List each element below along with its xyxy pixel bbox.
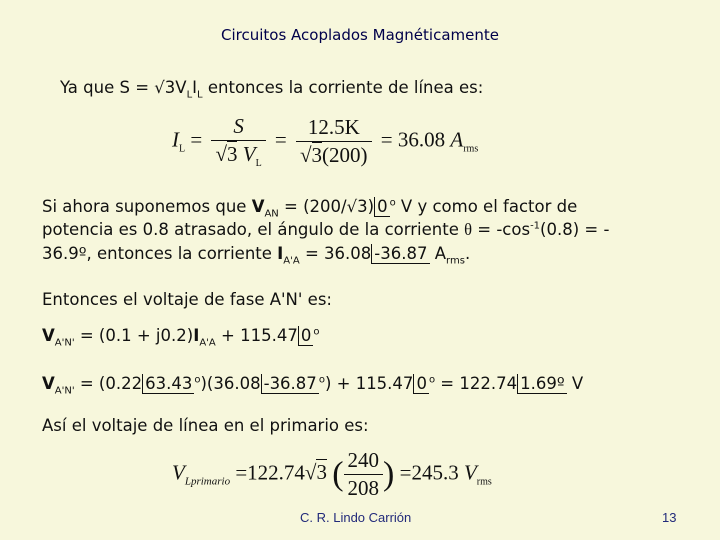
- frac1-numerator: S: [233, 114, 244, 138]
- equals-sign: =: [190, 127, 203, 152]
- rms-subscript: rms: [446, 255, 465, 267]
- frac1-v: V: [242, 142, 256, 166]
- para1-text-b: = (200/√3): [278, 197, 375, 216]
- vl-subscript: L: [186, 89, 193, 101]
- phase-voltage-equation-2: [42, 374, 583, 396]
- para1-line2: [42, 220, 609, 240]
- para1-line3: [42, 244, 470, 266]
- para1-period: .: [464, 244, 471, 263]
- ratio-numerator: 240: [347, 448, 380, 472]
- coef-value: 122.74: [247, 460, 305, 485]
- fraction-s-over-sqrt3vl: $\frac{S}{√3 V_L}$: [211, 114, 265, 169]
- phase-voltage-equation-1: [42, 326, 319, 348]
- volt-unit-sub: rms: [476, 476, 492, 488]
- slide-title: Circuitos Acoplados Magnéticamente: [221, 26, 499, 44]
- radicand-3: 3: [316, 460, 327, 485]
- line-voltage-result: 245.3: [411, 460, 459, 485]
- van-prime-sub-2: A'N': [54, 385, 75, 397]
- frac1-v-sub: L: [255, 158, 262, 170]
- equals-sign-3: =: [380, 127, 393, 152]
- line-voltage-primary-equation: [172, 448, 492, 501]
- eq3-text-e: V: [566, 374, 584, 393]
- vl-primary-sub-text: Lprimario: [184, 475, 231, 488]
- van-prime-sub: A'N': [54, 337, 75, 349]
- angle-result: 1.69º: [517, 374, 567, 394]
- para1-text-h: = 36.08: [299, 244, 372, 263]
- iaa-sub-2: A'A: [199, 337, 216, 349]
- iaa-symbol-2: I: [193, 326, 200, 345]
- para2: Entonces el voltaje de fase A'N' es:: [42, 290, 332, 309]
- iaa-subscript: A'A: [283, 255, 300, 267]
- il-lhs: I: [172, 127, 179, 152]
- sqrt-symbol: √: [304, 460, 317, 485]
- degree-sup: o: [389, 197, 396, 209]
- intro-line: [60, 78, 483, 100]
- line-current-result: 36.08: [397, 127, 446, 152]
- iaa-symbol: I: [277, 244, 284, 263]
- footer-author: C. R. Lindo Carrión: [300, 510, 412, 525]
- frac2-value: (200): [322, 143, 368, 168]
- degree-sup-2: o: [313, 326, 320, 338]
- equals-sign-4: =: [235, 460, 248, 485]
- eq2-text-a: = (0.1 + j0.2): [74, 326, 194, 345]
- inverse-sup: -1: [530, 220, 541, 232]
- sqrt3-symbol: √3: [154, 78, 176, 97]
- para3: Así el voltaje de línea en el primario es:: [42, 416, 369, 435]
- angle-impedance: 63.43: [142, 374, 194, 394]
- degree-sup-3: o: [194, 374, 201, 386]
- para1-text-g: 36.9º, entonces la corriente: [42, 244, 278, 263]
- degree-sup-5: o: [428, 374, 436, 386]
- angle-current: -36.87: [261, 374, 319, 394]
- line-current-equation: [172, 114, 478, 169]
- para1-line1: [42, 197, 577, 219]
- para1-text-e: = -cos: [472, 220, 531, 239]
- volt-unit: V: [463, 460, 477, 485]
- angle-phasor-0: 0: [374, 197, 390, 217]
- equals-sign-2: =: [274, 127, 287, 152]
- page-number: 13: [662, 510, 677, 525]
- vl-primary-lhs: V: [172, 460, 185, 485]
- angle-zero: 0: [413, 374, 429, 394]
- right-paren: ): [383, 455, 395, 493]
- frac2-radicand: 3: [311, 143, 323, 168]
- frac2-numerator: 12.5K: [307, 115, 360, 140]
- para1-text-d: potencia es 0.8 atrasado, el ángulo de la corriente: [42, 220, 465, 239]
- eq3-text-b: )(36.08: [200, 374, 261, 393]
- equals-sign-5: =: [399, 460, 412, 485]
- left-paren: (: [332, 455, 344, 493]
- para1-text-a: Si ahora suponemos que: [42, 197, 252, 216]
- intro-lead: Ya que S =: [60, 78, 155, 97]
- para1-text-f: (0.8) = -: [540, 220, 610, 239]
- amp-unit-sub: rms: [463, 143, 479, 155]
- turns-ratio-fraction: [344, 448, 384, 501]
- theta-symbol: θ: [464, 220, 473, 239]
- van-subscript: AN: [264, 208, 279, 220]
- intro-tail: entonces la corriente de línea es:: [202, 78, 484, 97]
- il-subscript: L: [197, 89, 203, 101]
- eq3-text-d: = 122.74: [435, 374, 518, 393]
- il-symbol: I: [192, 78, 198, 97]
- il-lhs-sub: L: [179, 143, 186, 155]
- para1-text-c: V y como el factor de: [395, 197, 578, 216]
- frac1-radicand: 3: [226, 142, 238, 166]
- angle-phasor-current: -36.87: [371, 244, 429, 264]
- vl-symbol: V: [175, 78, 187, 97]
- vl-primary-sub: [185, 476, 230, 488]
- van-prime-symbol: V: [42, 326, 55, 345]
- eq3-text-c: ) + 115.47: [324, 374, 414, 393]
- degree-sup-4: o: [318, 374, 325, 386]
- van-prime-symbol-2: V: [42, 374, 55, 393]
- van-symbol: V: [251, 197, 265, 216]
- angle-phasor-0b: 0: [298, 326, 314, 346]
- fraction-numeric: $\frac{12.5K}{√3(200)}$: [296, 115, 372, 168]
- eq3-text-a: = (0.22: [74, 374, 143, 393]
- para1-text-i: A: [429, 244, 447, 263]
- eq2-text-b: + 115.47: [215, 326, 298, 345]
- ratio-denominator: 208: [344, 474, 384, 501]
- amp-unit: A: [450, 127, 464, 152]
